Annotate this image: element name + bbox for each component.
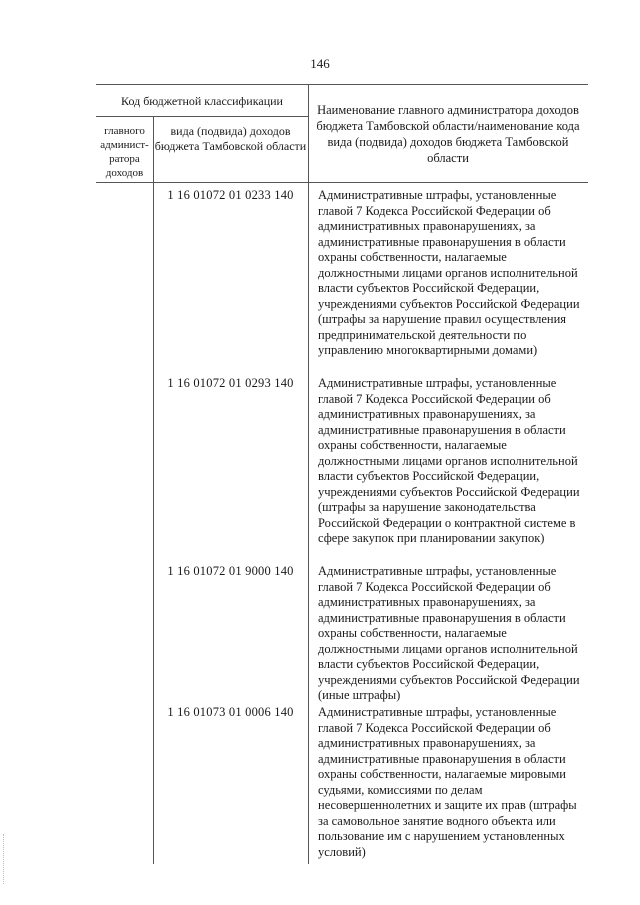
table-row-code: 1 16 01072 01 9000 140 [167,564,294,578]
table-top-border [96,84,588,85]
budget-classification-table [96,84,588,864]
name-column-header: Наименование главного администратора доходов бюджета Тамбовской области/наименование кода вида (подвида) доходов бюджета Тамбовской области [316,103,580,165]
column-divider-1 [153,116,154,864]
table-row-description: Административные штрафы, установленные главой 7 Кодекса Российской Федерации об административных правонарушениях, за административные правонарушения в области охраны собственности, налагаемые мировыми судьями, комиссиями по делам несовершеннолетних и защите их прав (штрафы за самовольное занятие водного объекта или пользование им с нарушением установленных условий) [318,705,577,859]
table-row-description: Административные штрафы, установленные главой 7 Кодекса Российской Федерации об административных правонарушениях, за административные правонарушения в области охраны собственности, налагаемые должностными лицами органов исполнительной власти субъектов Российской Федерации, учреждениями субъектов Российской Федерации (иные штрафы) [318,564,580,702]
kbk-header: Код бюджетной классификации [121,94,283,108]
admin-column-header: главного админист-ратора доходов [100,125,149,179]
table-row-code: 1 16 01072 01 0293 140 [167,376,294,390]
scan-margin-mark [3,834,8,884]
table-row-code: 1 16 01073 01 0006 140 [167,705,294,719]
table-row-description: Административные штрафы, установленные главой 7 Кодекса Российской Федерации об административных правонарушениях, за административные правонарушения в области охраны собственности, налагаемые должностными лицами органов исполнительной власти субъектов Российской Федерации, учреждениями субъектов Российской Федерации (штрафы за нарушение законодательства Российской Федерации о контрактной системе в сфере закупок при планировании закупок) [318,376,580,545]
income-column-header: вида (подвида) доходов бюджета Тамбовской области [154,124,307,153]
kbk-header-divider [96,116,308,117]
table-row-code: 1 16 01072 01 0233 140 [167,188,294,202]
header-bottom-border [96,182,588,183]
table-row-description: Административные штрафы, установленные главой 7 Кодекса Российской Федерации об административных правонарушениях, за административные правонарушения в области охраны собственности, налагаемые должностными лицами органов исполнительной власти субъектов Российской Федерации, учреждениями субъектов Российской Федерации (штрафы за нарушение правил осуществления предпринимательской деятельности по управлению многоквартирными домами) [318,188,580,357]
column-divider-2 [308,84,309,864]
page-number: 146 [310,56,330,71]
